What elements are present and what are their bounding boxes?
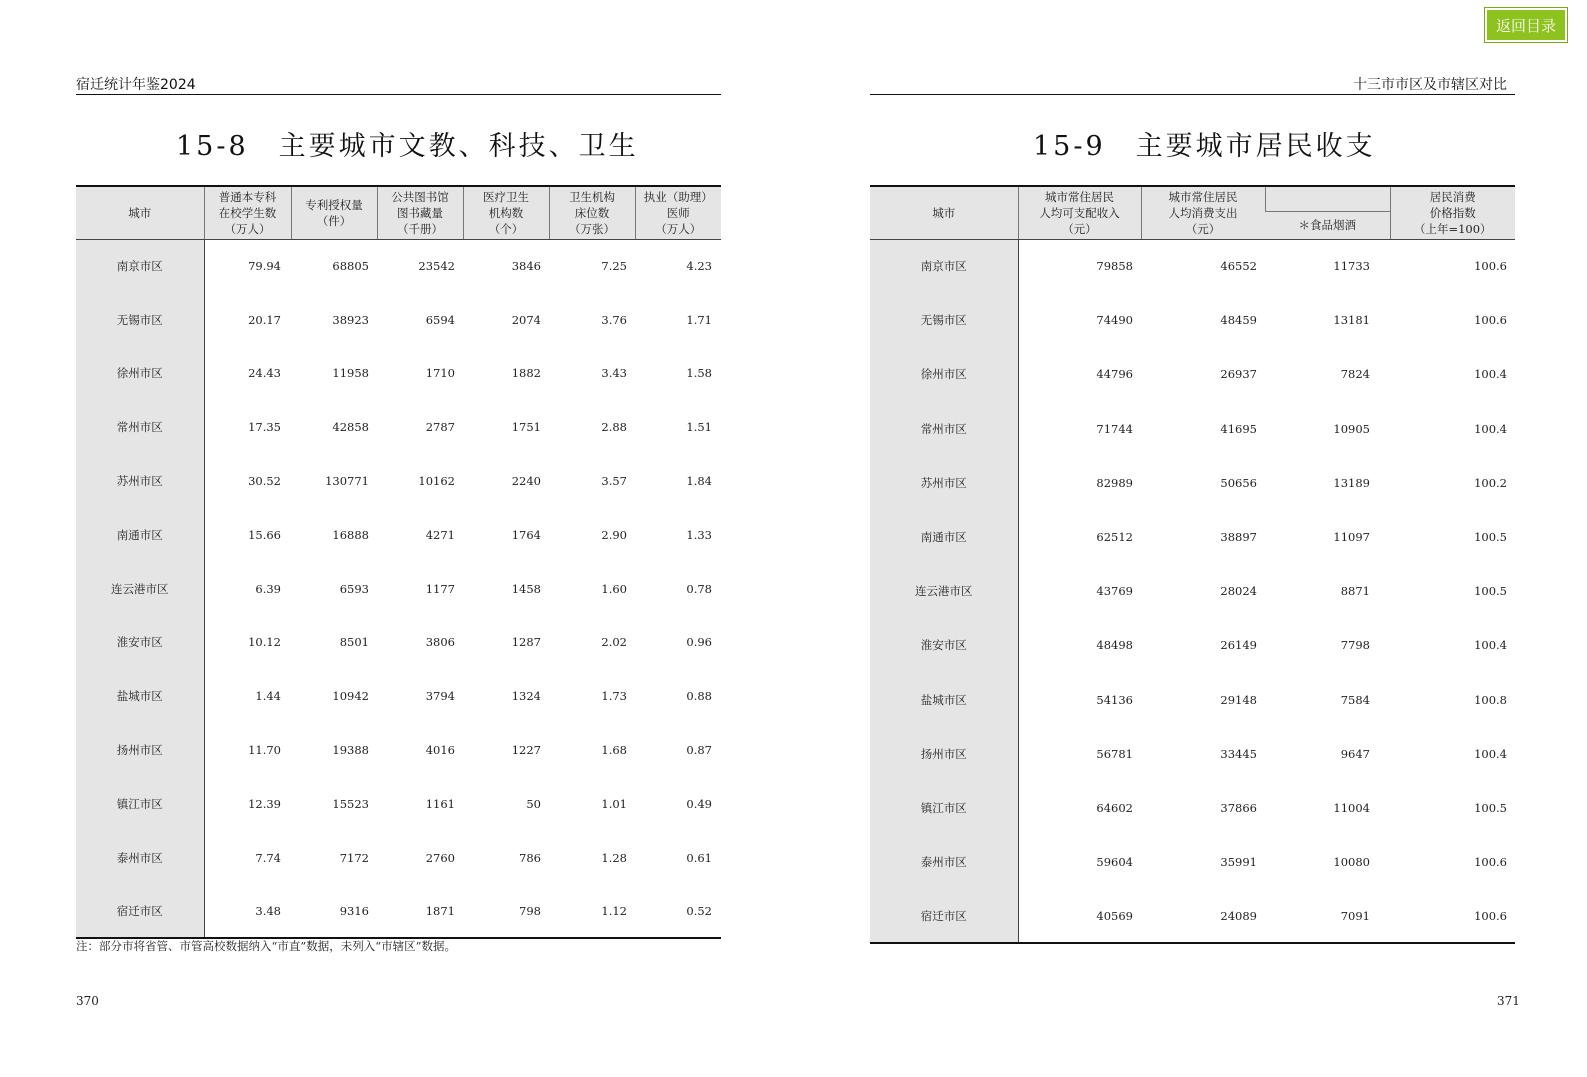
table-row [76,777,721,831]
value-cell: 40569 [1018,889,1141,943]
value-cell: 1458 [511,581,541,596]
value-cell: 0.88 [686,689,712,704]
city-name-cell: 南通市区 [870,510,1018,564]
city-name-cell: 徐州市区 [870,347,1018,401]
value-cell: 7584 [1340,692,1370,707]
value-cell: 100.2 [1474,475,1507,490]
left-header-row [76,186,721,239]
value-cell: 24089 [1141,889,1265,943]
city-name-cell: 镇江市区 [76,777,204,831]
header-consumption-expenditure [1141,186,1265,239]
table-row [870,835,1515,889]
table-row [76,400,721,454]
value-cell: 9647 [1340,746,1370,761]
value-cell: 11958 [332,366,369,381]
value-cell: 1287 [511,635,541,650]
value-cell: 10162 [418,474,455,489]
value-cell: 62512 [1096,530,1133,545]
city-name-cell: 南通市区 [76,508,204,562]
value-cell: 11004 [1333,800,1370,815]
value-cell: 2787 [425,420,455,435]
value-cell: 100.6 [1474,855,1507,870]
header-line: 床位数 [574,205,610,220]
city-name-cell: 淮安市区 [76,616,204,670]
value-cell: 1.73 [601,689,627,704]
table-row [870,889,1515,943]
header-line: 公共图书馆 [391,189,449,204]
table-row [870,727,1515,781]
value-cell: 0.78 [686,581,712,596]
table-row [76,239,721,293]
city-name-cell: 徐州市区 [76,347,204,401]
table-row [870,293,1515,347]
table-row [76,616,721,670]
value-cell: 11733 [1333,259,1370,274]
education-health-table [76,185,721,939]
value-cell: 7091 [1265,889,1390,943]
header-line: 机构数 [488,205,524,220]
value-cell: 100.6 [1474,259,1507,274]
value-cell: 59604 [1096,855,1133,870]
header-line: 医疗卫生 [483,189,529,204]
table-row [76,669,721,723]
value-cell: 1751 [511,420,541,435]
city-name-cell: 宿迁市区 [870,889,1018,943]
header-line: 城市 [128,205,152,220]
value-cell: 54136 [1096,692,1133,707]
value-cell: 100.8 [1474,692,1507,707]
value-cell: 24.43 [248,366,281,381]
city-name-cell: 南京市区 [870,239,1018,293]
value-cell: 1.44 [255,689,281,704]
header-line: 卫生机构 [569,189,615,204]
city-name-cell: 泰州市区 [76,831,204,885]
value-cell: 56781 [1096,746,1133,761]
value-cell: 35991 [1220,855,1257,870]
value-cell: 1710 [425,366,455,381]
value-cell: 1.51 [686,420,712,435]
city-name-cell: 南京市区 [76,239,204,293]
table-row [870,673,1515,727]
header-line: （万人） [655,221,702,236]
value-cell: 1.33 [686,527,712,542]
table-row [870,239,1515,293]
value-cell: 0.96 [686,635,712,650]
value-cell: 46552 [1220,259,1257,274]
value-cell: 2.90 [601,527,627,542]
value-cell: 10905 [1333,421,1370,436]
city-name-cell: 连云港市区 [76,562,204,616]
value-cell: 79858 [1096,259,1133,274]
city-name-cell: 盐城市区 [870,673,1018,727]
value-cell: 1871 [377,885,463,939]
value-cell: 7.25 [601,259,627,274]
header-line: 执业（助理） [643,189,713,204]
right-running-head: 十三市市区及市辖区对比 [1353,77,1507,93]
value-cell: 0.61 [686,850,712,865]
header-line: 居民消费 [1429,189,1476,204]
value-cell: 1227 [511,743,541,758]
back-to-contents-button[interactable]: 返回目录 [1485,8,1567,42]
value-cell: 10942 [332,689,369,704]
value-cell: 48498 [1096,638,1133,653]
value-cell: 1.68 [601,743,627,758]
value-cell: 13181 [1333,313,1370,328]
left-header-col-2 [291,186,377,239]
value-cell: 10.12 [248,635,281,650]
header-disposable-income [1018,186,1141,239]
value-cell: 100.5 [1474,584,1507,599]
value-cell: 68805 [332,259,369,274]
value-cell: 37866 [1220,800,1257,815]
value-cell: 9316 [291,885,377,939]
right-header-rule [870,94,1515,95]
header-line: 价格指数 [1429,205,1476,220]
right-table-title: 15-9 主要城市居民收支 [1033,131,1376,162]
value-cell: 11.70 [248,743,281,758]
table-row [76,347,721,401]
table-row [870,564,1515,618]
value-cell: 2.88 [601,420,627,435]
value-cell: 38923 [332,312,369,327]
table-row [870,510,1515,564]
value-cell: 786 [519,850,541,865]
value-cell: 3806 [425,635,455,650]
table-row [870,456,1515,510]
value-cell: 1161 [425,796,455,811]
value-cell: 4271 [425,527,455,542]
value-cell: 1882 [511,366,541,381]
value-cell: 29148 [1220,692,1257,707]
city-name-cell: 常州市区 [76,400,204,454]
city-name-cell: 镇江市区 [870,781,1018,835]
table-row [870,781,1515,835]
value-cell: 100.4 [1474,638,1507,653]
value-cell: 48459 [1220,313,1257,328]
header-line: （元） [1062,221,1097,236]
header-line: 人均可支配收入 [1039,205,1120,220]
value-cell: 4.23 [686,259,712,274]
header-city: 城市 [870,186,1018,239]
value-cell: 42858 [332,420,369,435]
value-cell: 2240 [511,474,541,489]
city-name-cell: 苏州市区 [870,456,1018,510]
value-cell: 12.39 [248,796,281,811]
value-cell: 3.76 [601,312,627,327]
value-cell: 2.02 [601,635,627,650]
city-name-cell: 无锡市区 [870,293,1018,347]
value-cell: 30.52 [248,474,281,489]
header-line: 医师 [666,205,690,220]
header-line: （万人） [224,221,271,236]
right-header-row-1 [870,186,1515,211]
left-table-title: 15-8 主要城市文教、科技、卫生 [176,131,639,162]
value-cell: 82989 [1096,475,1133,490]
value-cell: 0.52 [635,885,721,939]
value-cell: 15523 [332,796,369,811]
city-name-cell: 扬州市区 [870,727,1018,781]
left-table-note: 注：部分市将省管、市管高校数据纳入“市直”数据，未列入“市辖区”数据。 [76,939,457,953]
table-row [870,618,1515,672]
header-food-tobacco: ＊食品烟酒 [1265,211,1390,239]
city-name-cell: 泰州市区 [870,835,1018,889]
value-cell: 100.5 [1474,530,1507,545]
value-cell: 2074 [511,312,541,327]
city-name-cell: 宿迁市区 [76,885,204,939]
value-cell: 0.87 [686,743,712,758]
left-header-col-6 [635,186,721,239]
value-cell: 11097 [1333,530,1370,545]
value-cell: 3846 [511,259,541,274]
table-row [76,454,721,508]
value-cell: 26937 [1220,367,1257,382]
value-cell: 100.4 [1474,421,1507,436]
value-cell: 1.60 [601,581,627,596]
left-running-head: 宿迁统计年鉴2024 [76,77,196,93]
table-row [76,831,721,885]
value-cell: 3.57 [601,474,627,489]
value-cell: 43769 [1096,584,1133,599]
value-cell: 798 [463,885,549,939]
header-line: （元） [1185,221,1221,236]
value-cell: 7.74 [255,850,281,865]
left-header-col-3 [377,186,463,239]
value-cell: 1.01 [601,796,627,811]
value-cell: 33445 [1220,746,1257,761]
left-header-rule [76,94,721,95]
value-cell: 10080 [1333,855,1370,870]
value-cell: 7172 [339,850,369,865]
left-header-col-4 [463,186,549,239]
table-row [870,347,1515,401]
header-line: （件） [316,213,352,228]
value-cell: 6593 [339,581,369,596]
value-cell: 3.43 [601,366,627,381]
value-cell: 130771 [325,474,369,489]
city-name-cell: 淮安市区 [870,618,1018,672]
value-cell: 6594 [425,312,455,327]
value-cell: 1.28 [601,850,627,865]
left-header-col-1 [204,186,291,239]
value-cell: 3.48 [204,885,291,939]
value-cell: 7798 [1340,638,1370,653]
income-expenditure-table [870,185,1515,944]
header-line: （个） [488,221,524,236]
value-cell: 1.71 [686,312,712,327]
value-cell: 100.4 [1474,367,1507,382]
value-cell: 44796 [1096,367,1133,382]
header-line: 人均消费支出 [1168,205,1238,220]
value-cell: 1.84 [686,474,712,489]
header-line: （上年=100） [1413,221,1492,236]
header-cpi [1390,186,1515,239]
table-row [76,293,721,347]
value-cell: 15.66 [248,527,281,542]
city-name-cell: 苏州市区 [76,454,204,508]
value-cell: 74490 [1096,313,1133,328]
left-table-body [76,239,721,938]
header-line: （万张） [569,221,615,236]
value-cell: 20.17 [248,312,281,327]
value-cell: 71744 [1096,421,1133,436]
value-cell: 28024 [1220,584,1257,599]
value-cell: 100.6 [1474,313,1507,328]
value-cell: 1.58 [686,366,712,381]
value-cell: 2760 [425,850,455,865]
value-cell: 7824 [1340,367,1370,382]
table-row [76,562,721,616]
value-cell: 19388 [332,743,369,758]
city-name-cell: 扬州市区 [76,723,204,777]
header-line: （千册） [397,221,443,236]
right-page-number: 371 [1497,994,1520,1008]
value-cell: 41695 [1220,421,1257,436]
table-row [870,402,1515,456]
value-cell: 50656 [1220,475,1257,490]
value-cell: 1.12 [549,885,635,939]
value-cell: 23542 [418,259,455,274]
value-cell: 1324 [511,689,541,704]
left-page-number: 370 [76,994,99,1008]
header-blank-cell [1265,186,1390,211]
value-cell: 4016 [425,743,455,758]
header-line: 普通本专科 [218,189,277,204]
value-cell: 100.5 [1474,800,1507,815]
header-line: 城市常住居民 [1045,189,1114,204]
value-cell: 1177 [425,581,455,596]
city-name-cell: 常州市区 [870,402,1018,456]
value-cell: 0.49 [686,796,712,811]
value-cell: 100.6 [1390,889,1515,943]
value-cell: 64602 [1096,800,1133,815]
value-cell: 8871 [1340,584,1370,599]
value-cell: 100.4 [1474,746,1507,761]
value-cell: 26149 [1220,638,1257,653]
table-row [76,508,721,562]
value-cell: 79.94 [248,259,281,274]
value-cell: 1764 [511,527,541,542]
value-cell: 8501 [339,635,369,650]
left-header-col-0 [76,186,204,239]
value-cell: 17.35 [248,420,281,435]
value-cell: 16888 [332,527,369,542]
value-cell: 38897 [1220,530,1257,545]
city-name-cell: 连云港市区 [870,564,1018,618]
value-cell: 50 [526,796,541,811]
table-row [76,723,721,777]
right-table-body [870,239,1515,943]
value-cell: 13189 [1333,475,1370,490]
header-line: 图书藏量 [397,205,443,220]
value-cell: 3794 [425,689,455,704]
header-line: 在校学生数 [218,205,277,220]
value-cell: 6.39 [255,581,281,596]
left-header-col-5 [549,186,635,239]
header-line: 城市常住居民 [1168,189,1238,204]
header-line: 专利授权量 [305,197,363,212]
city-name-cell: 无锡市区 [76,293,204,347]
table-row [76,885,721,939]
city-name-cell: 盐城市区 [76,669,204,723]
